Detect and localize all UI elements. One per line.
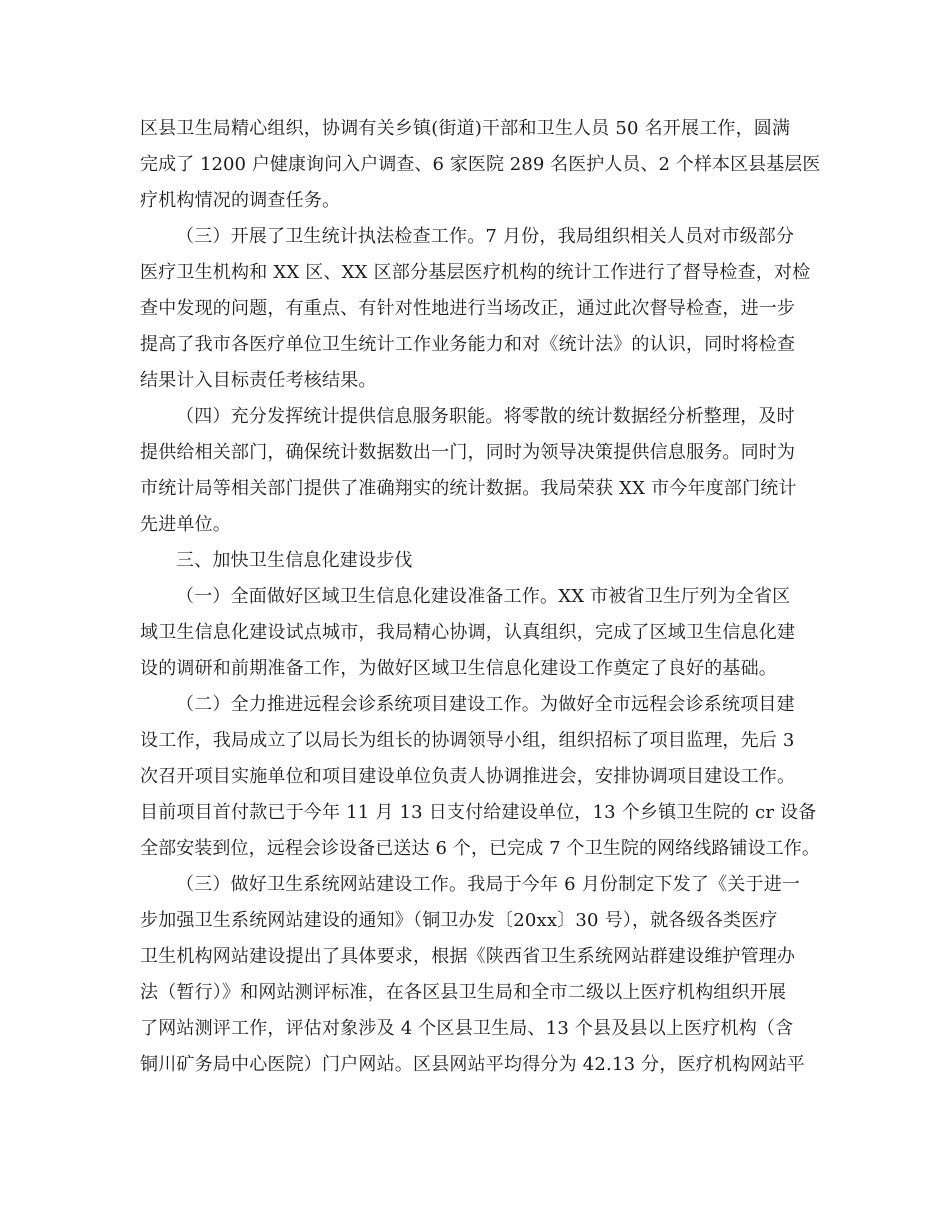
text-line: 先进单位。	[140, 514, 231, 535]
paragraph-start-line: （三）做好卫生系统网站建设工作。我局于今年 6 月份制定下发了《关于进一	[176, 874, 801, 895]
text-line: 铜川矿务局中心医院）门户网站。区县网站平均得分为 42.13 分，医疗机构网站平	[140, 1054, 805, 1075]
text-line: 结果计入目标责任考核结果。	[140, 370, 377, 391]
text-line: 全部安装到位，远程会诊设备已送达 6 个，已完成 7 个卫生院的网络线路铺设工作。	[140, 838, 820, 859]
paragraph-start-line: （二）全力推进远程会诊系统项目建设工作。为做好全市远程会诊系统项目建	[176, 694, 795, 715]
paragraph-start-line: （一）全面做好区域卫生信息化建设准备工作。XX 市被省卫生厅列为全省区	[176, 586, 791, 607]
text-line: 设工作，我局成立了以局长为组长的协调领导小组，组织招标了项目监理，先后 3	[140, 730, 795, 751]
text-line: 步加强卫生系统网站建设的通知》（铜卫办发〔20xx〕30 号），就各级各类医疗	[140, 910, 778, 931]
text-line: 法（暂行）》和网站测评标准，在各区县卫生局和全市二级以上医疗机构组织开展	[140, 982, 787, 1003]
text-line: 疗机构情况的调查任务。	[140, 190, 341, 211]
paragraph-start-line: （四）充分发挥统计提供信息服务职能。将零散的统计数据经分析整理，及时	[176, 406, 795, 427]
text-line: 域卫生信息化建设试点城市，我局精心协调，认真组织，完成了区域卫生信息化建	[140, 622, 796, 643]
text-line: 次召开项目实施单位和项目建设单位负责人协调推进会，安排协调项目建设工作。	[140, 766, 796, 787]
text-line: 区县卫生局精心组织，协调有关乡镇(街道)干部和卫生人员 50 名开展工作，圆满	[140, 118, 791, 139]
text-line: 完成了 1200 户健康询问入户调查、6 家医院 289 名医护人员、2 个样本区县基层医	[140, 154, 821, 175]
text-line: 医疗卫生机构和 XX 区、XX 区部分基层医疗机构的统计工作进行了督导检查，对检	[140, 262, 811, 283]
text-line: 提高了我市各医疗单位卫生统计工作业务能力和对《统计法》的认识，同时将检查	[140, 334, 796, 355]
text-line: 市统计局等相关部门提供了准确翔实的统计数据。我局荣获 XX 市今年度部门统计	[140, 478, 797, 499]
paragraph-start-line: （三）开展了卫生统计执法检查工作。7 月份，我局组织相关人员对市级部分	[176, 226, 795, 247]
text-line: 卫生机构网站建设提出了具体要求，根据《陕西省卫生系统网站群建设维护管理办	[140, 946, 796, 967]
text-line: 查中发现的问题，有重点、有针对性地进行当场改正，通过此次督导检查，进一步	[140, 298, 796, 319]
text-line: 目前项目首付款已于今年 11 月 13 日支付给建设单位，13 个乡镇卫生院的 cr 设备	[140, 802, 817, 823]
text-line: 提供给相关部门，确保统计数据数出一门，同时为领导决策提供信息服务。同时为	[140, 442, 796, 463]
section-heading: 三、加快卫生信息化建设步伐	[176, 550, 413, 571]
text-line: 设的调研和前期准备工作，为做好区域卫生信息化建设工作奠定了良好的基础。	[140, 658, 777, 679]
text-line: 了网站测评工作，评估对象涉及 4 个区县卫生局、13 个县及县以上医疗机构（含	[140, 1018, 794, 1039]
